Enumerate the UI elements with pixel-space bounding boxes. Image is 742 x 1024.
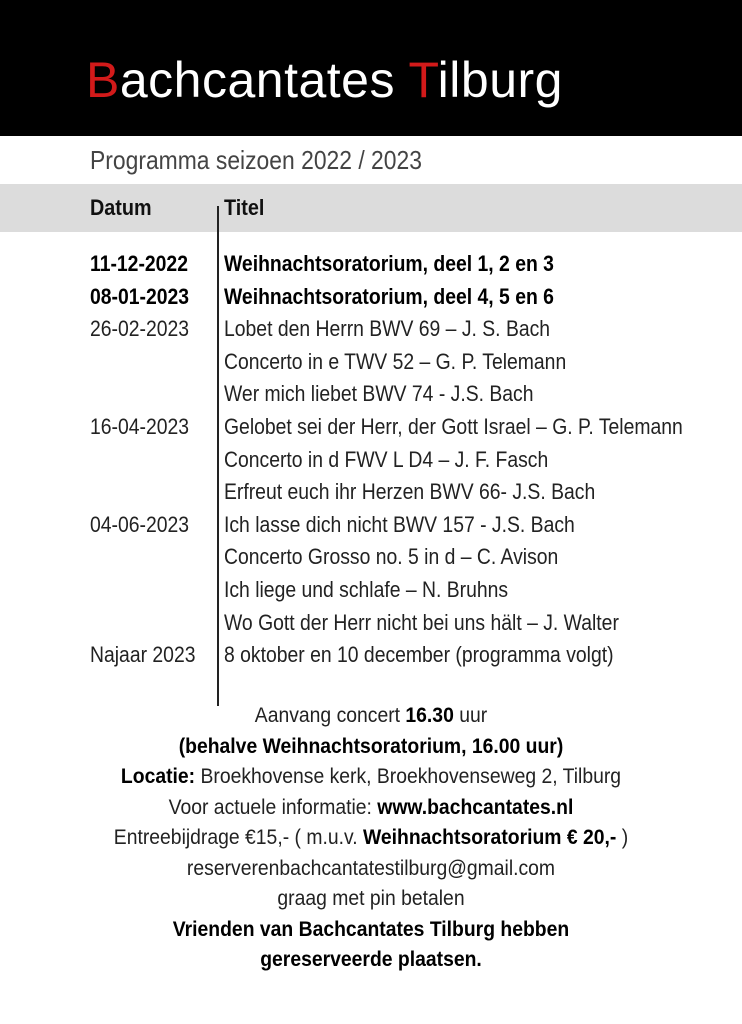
program-title: Gelobet sei der Herr, der Gott Israel – G. P. Telemann [224, 413, 683, 439]
program-row [0, 639, 742, 672]
program-title: Lobet den Herrn BWV 69 – J. S. Bach [224, 316, 551, 342]
program-list [0, 248, 742, 672]
website-link[interactable]: www.bachcantates.nl [377, 794, 574, 819]
friends-text-2: gereserveerde plaatsen. [260, 947, 482, 971]
start-time-value: 16.30 [405, 703, 454, 727]
brand-word-2: ilburg [437, 52, 563, 108]
info-line [37, 792, 705, 823]
program-title: Concerto in d FWV L D4 – J. F. Fasch [224, 446, 549, 472]
program-row [0, 444, 742, 477]
exception-text: (behalve Weihnachtsoratorium, 16.00 uur) [178, 733, 564, 758]
program-row [0, 248, 742, 281]
program-row [0, 411, 742, 444]
start-time-line [37, 700, 705, 731]
column-header-date: Datum [90, 195, 152, 220]
program-title: Concerto Grosso no. 5 in d – C. Avison [224, 544, 559, 570]
program-title: Concerto in e TWV 52 – G. P. Telemann [224, 348, 567, 374]
friends-line-1 [37, 914, 705, 945]
email-line [37, 853, 705, 884]
program-date: Najaar 2023 [90, 642, 196, 668]
email-link[interactable]: reserverenbachcantatestilburg@gmail.com [186, 855, 556, 880]
program-title: Weihnachtsoratorium, deel 1, 2 en 3 [224, 251, 554, 276]
program-row [0, 313, 742, 346]
start-time-prefix: Aanvang concert [254, 703, 406, 727]
column-header-bar [0, 184, 742, 232]
program-date: 11-12-2022 [90, 251, 188, 276]
program-row [0, 346, 742, 379]
brand-word-1: achcantates [119, 52, 409, 108]
start-time-suffix: uur [453, 703, 488, 727]
program-row [0, 607, 742, 640]
program-row [0, 281, 742, 314]
program-title: Ich lasse dich nicht BWV 157 - J.S. Bach [224, 511, 575, 537]
fee-line [37, 822, 705, 853]
brand-initial-t: T [408, 52, 438, 108]
brand-initial-b: B [86, 52, 120, 108]
header-banner [0, 0, 742, 136]
program-title: Erfreut euch ihr Herzen BWV 66- J.S. Bach [224, 479, 596, 505]
brand-title [86, 50, 563, 110]
program-date: 04-06-2023 [90, 511, 190, 537]
fee-prefix: Entreebijdrage €15,- ( m.u.v. [113, 825, 363, 849]
program-row [0, 541, 742, 574]
program-title: Weihnachtsoratorium, deel 4, 5 en 6 [224, 283, 554, 309]
exception-line [37, 731, 705, 762]
program-row [0, 574, 742, 607]
program-row [0, 378, 742, 411]
location-label: Locatie: [120, 764, 196, 788]
location-line [37, 761, 705, 792]
program-title: Ich liege und schlafe – N. Bruhns [224, 576, 509, 602]
program-subtitle: Programma seizoen 2022 / 2023 [90, 145, 422, 175]
payment-line: graag met pin betalen [277, 886, 465, 910]
info-prefix: Voor actuele informatie: [168, 794, 378, 819]
program-row [0, 476, 742, 509]
column-header-title: Titel [224, 195, 265, 220]
program-row [0, 509, 742, 542]
program-title: 8 oktober en 10 december (programma volgt) [224, 642, 614, 668]
program-title: Wo Gott der Herr nicht bei uns hält – J. Walter [224, 609, 619, 635]
fee-suffix: ) [616, 825, 629, 849]
program-date: 08-01-2023 [90, 283, 190, 309]
fee-exception: Weihnachtsoratorium € 20,- [362, 825, 617, 849]
program-title: Wer mich liebet BWV 74 - J.S. Bach [224, 381, 534, 407]
friends-line-2 [37, 944, 705, 975]
program-date: 26-02-2023 [90, 316, 190, 342]
concert-info [0, 700, 742, 975]
program-date: 16-04-2023 [90, 413, 190, 439]
friends-text-1: Vrienden van Bachcantates Tilburg hebben [172, 916, 570, 941]
location-value: Broekhovense kerk, Broekhovenseweg 2, Tilburg [195, 764, 622, 788]
